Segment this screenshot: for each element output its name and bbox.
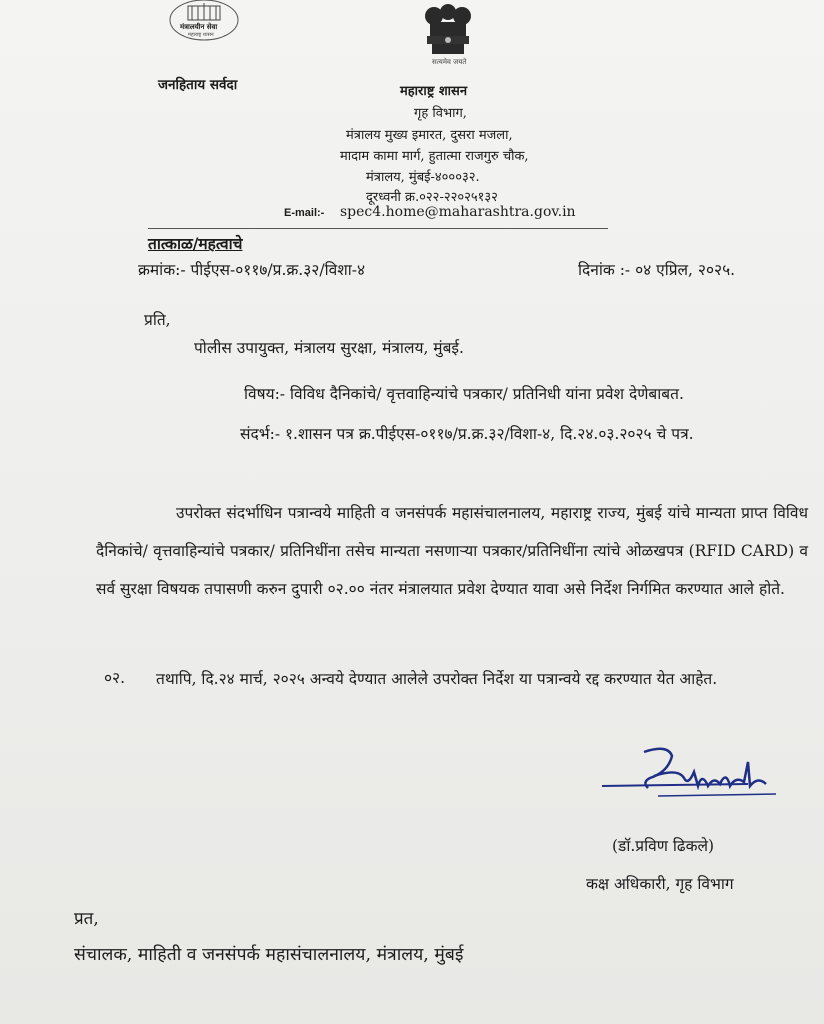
logo-caption-top: मंत्रालयीन सेवा (180, 22, 218, 31)
emblem-motto: सत्यमेव जयते (432, 58, 467, 66)
motto-text: जनहिताय सर्वदा (158, 77, 238, 93)
to-label: प्रति, (144, 311, 171, 329)
reference-line: संदर्भ:- १.शासन पत्र क्र.पीईएस-०११७/प्र.क्र.३२/विशा-४, दि.२४.०३.२०२५ चे पत्र. (240, 425, 694, 443)
address-line-1: मंत्रालय मुख्य इमारत, दुसरा मजला, (346, 128, 513, 143)
government-name: महाराष्ट्र शासन (400, 84, 468, 99)
department-name: गृह विभाग, (414, 106, 467, 121)
body-paragraph-2: तथापि, दि.२४ मार्च, २०२५ अन्वये देण्यात आलेले उपरोक्त निर्देश या पत्रान्वये रद्द करण्यात येत आहेत. (156, 670, 718, 688)
address-line-3: मंत्रालय, मुंबई-४०००३२. (366, 170, 480, 185)
email-label: E-mail:- (284, 207, 325, 219)
national-emblem-icon (414, 2, 482, 68)
copy-label: प्रत, (74, 909, 99, 929)
mantralaya-seva-logo (166, 0, 242, 44)
recipient: पोलीस उपायुक्त, मंत्रालय सुरक्षा, मंत्रालय, मुंबई. (194, 339, 464, 357)
signatory-designation: कक्ष अधिकारी, गृह विभाग (586, 875, 734, 893)
letter-date: दिनांक :- ०४ एप्रिल, २०२५. (578, 261, 736, 279)
phone-number: दूरध्वनी क्र.०२२-२२०२५१३२ (366, 190, 498, 205)
priority-label: तात्काळ/महत्वाचे (148, 234, 243, 253)
copy-recipient: संचालक, माहिती व जनसंपर्क महासंचालनालय, मंत्रालय, मुंबई (74, 945, 464, 965)
logo-caption-bottom: महाराष्ट्र शासन (188, 32, 214, 38)
body-paragraph-1: उपरोक्त संदर्भाधिन पत्रान्वये माहिती व जनसंपर्क महासंचालनालय, महाराष्ट्र राज्य, मुंबई यांचे मान्यता प्राप्त विविध दैनिकांचे/ वृत्तवाहिन्यांचे पत्रकार/ प्रतिनिधींना तसेच मान्यता नसणाऱ्या पत्रकार/प्रतिनिधींना त्यांचे ओळखपत्र (RFID CARD) व सर्व सुरक्षा विषयक तपासणी करुन दुपारी ०२.०० नंतर मंत्रालयात प्रवेश देण्यात यावा असे निर्देश निर्गमित करण्यात आले होते. (96, 504, 808, 598)
signature-icon (598, 742, 788, 804)
paragraph-2-number: ०२. (104, 669, 126, 687)
subject-line: विषय:- विविध दैनिकांचे/ वृत्तवाहिन्यांचे पत्रकार/ प्रतिनिधी यांना प्रवेश देणेबाबत. (244, 385, 684, 403)
address-line-2: मादाम कामा मार्ग, हुतात्मा राजगुरु चौक, (340, 149, 529, 164)
signatory-name: (डॉ.प्रविण ढिकले) (612, 837, 715, 855)
reference-number: क्रमांक:- पीईएस-०११७/प्र.क्र.३२/विशा-४ (138, 261, 366, 279)
email-address: spec4.home@maharashtra.gov.in (340, 204, 576, 220)
header-divider (148, 228, 608, 229)
